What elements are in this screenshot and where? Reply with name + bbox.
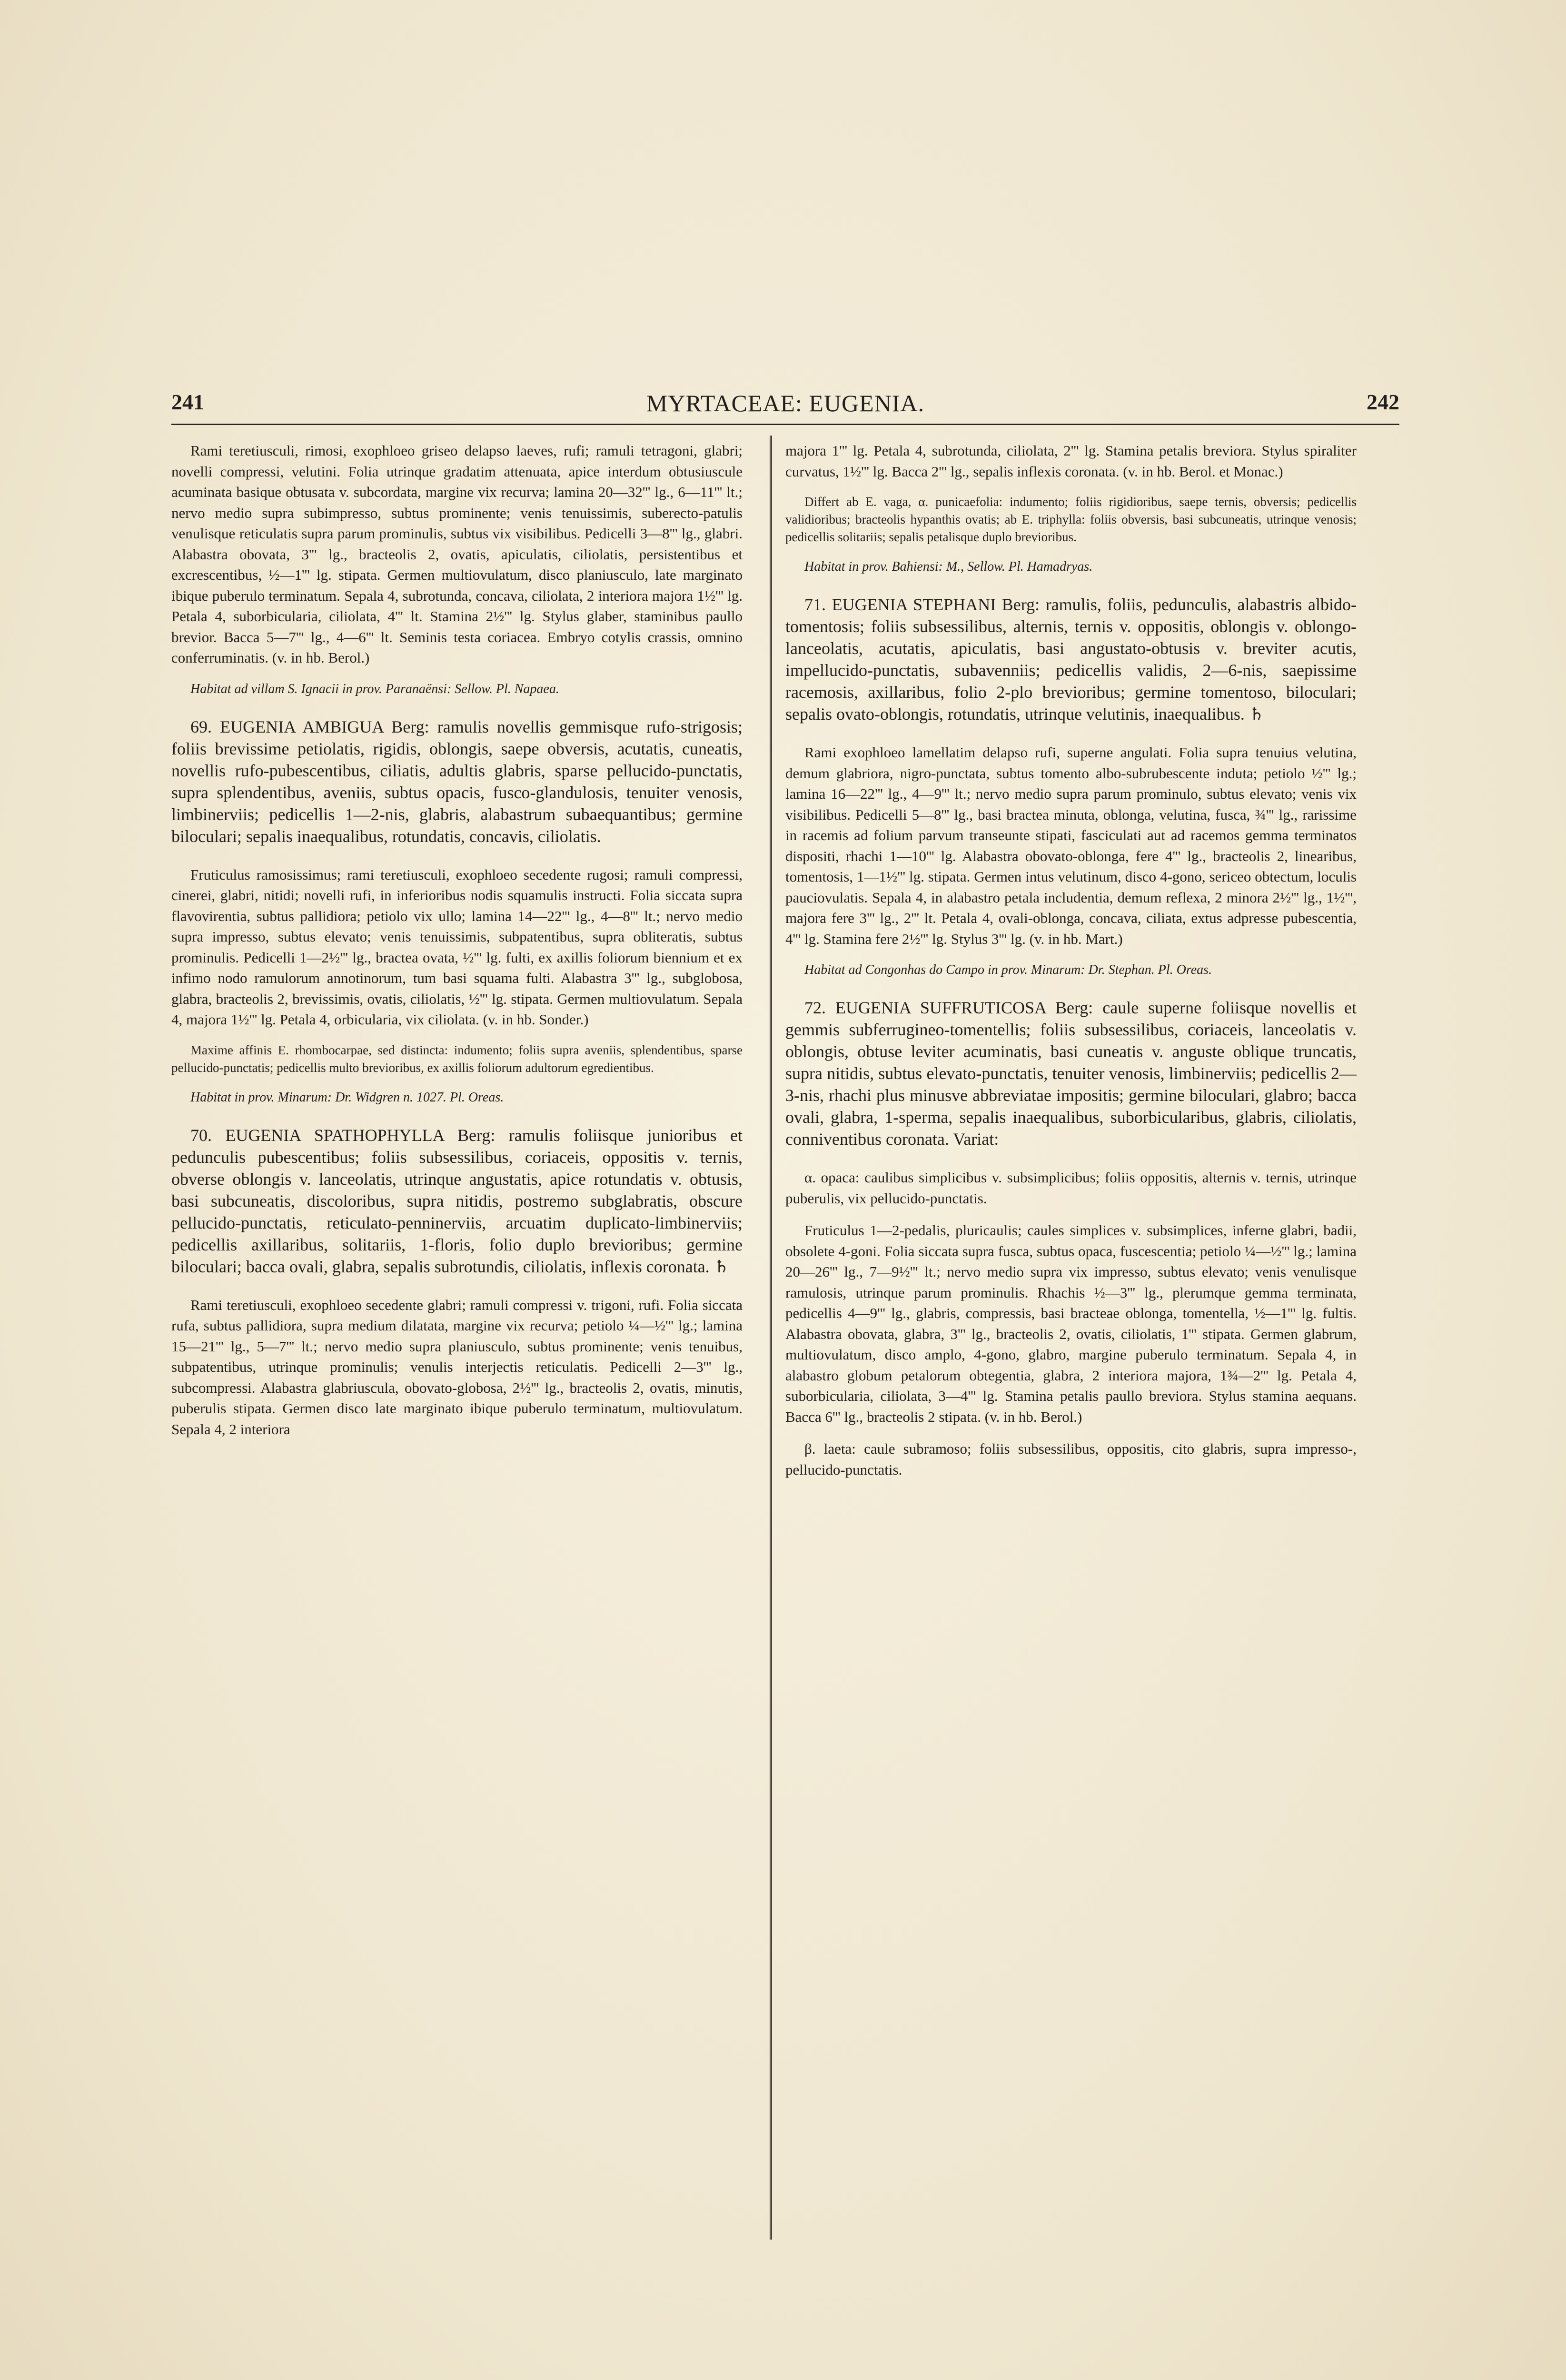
column-divider — [770, 436, 772, 2240]
right-column — [785, 440, 1357, 1491]
species-70-diagnosis: Differt ab E. vaga, α. punicaefolia: indumento; foliis rigidioribus, saepe ternis, obversis; pedicellis validioribus; bracteolis hypanthis ovatis; ab E. triphylla: foliis obversis, basi subcuneatis, utrinque venosis; pedicellis solitariis; sepalis petalisque duplo brevioribus. — [785, 495, 1357, 544]
species-71-habitat: Habitat ad Congonhas do Campo in prov. Minarum: Dr. Stephan. Pl. Oreas. — [804, 962, 1212, 977]
species-70-description: Rami teretiusculi, exophloeo secedente glabri; ramuli compressi v. trigoni, rufi. Folia siccata rufa, subtus pallidiora, supra medium dilatata, margine vix recurva; petiolo ¼—½''' lg.; lamina 15—21''' lg., 5—7''' lt.; nervo medio supra planiusculo, subtus prominente; venis tenuibus, subpatentibus, utrinque prominulis; venulis interjectis reticulatis. Pedicelli 2—3''' lg., subcompressi. Alabastra glabriuscula, obovato-globosa, 2½''' lg., bracteolis 2, ovatis, minutis, puberulis stipata. Germen disco late marginato ibique puberulo terminatum, multiovulatum. Sepala 4, 2 interiora — [171, 1296, 743, 1438]
page-number-right: 242 — [1367, 390, 1399, 414]
species-69 — [171, 716, 743, 847]
species-71-description: Rami exophloeo lamellatim delapso rufi, superne angulati. Folia supra tenuius velutina, demum glabriora, nigro-punctata, subtus tomento albo-subrubescente induta; petiolo ½''' lg.; lamina 16—22''' lg., 4—9''' lt.; nervo medio supra parum prominulo, subtus elevato; venis vix visibilibus. Pedicelli 5—8''' lg., basi bractea minuta, oblonga, velutina, fusca, ¾''' lg., rarissime in racemis ad folium parvum transeunte stipati, fasciculati aut ad racemos gemma terminatos dispositi, rhachi 1—10''' lg. Alabastra obovato-oblonga, fere 4''' lg., bracteolis 2, linearibus, tomentosis, 1—1½''' lg. stipata. Germen intus velutinum, disco 4-gono, sericeo obtectum, loculis pauciovulatis. Sepala 4, in alabastro petala includentia, demum reflexa, 2 minora 2½''' lg., 1½''', majora fere 3''' lg., 2''' lt. Petala 4, ovali-oblonga, concava, ciliata, extus adpresse pubescentia, 4''' lg. Stamina fere 2½''' lg. Stylus 3''' lg. (v. in hb. Mart.) — [785, 744, 1357, 947]
species-72 — [785, 997, 1357, 1150]
species-69-description: Fruticulus ramosissimus; rami teretiusculi, exophloeo secedente rugosi; ramuli compressi, cinerei, glabri, nitidi; novelli rufi, in inferioribus nodis squamulis instructi. Folia siccata supra flavovirentia, subtus pallidiora; petiolo vix ullo; lamina 14—22''' lg., 4—8''' lt.; nervo medio supra impresso, subtus elevato; venis tenuissimis, subpatentibus, supra obliteratis, subtus prominulis. Pedicelli 1—2½''' lg., bractea ovata, ½''' lg. fulti, ex axillis foliorum biennium et ex infimo nodo ramulorum annotinorum, tum basi squama fulti. Alabastra 3''' lg., subglobosa, glabra, bracteolis 2, brevissimis, ovatis, ciliolatis, ½''' lg. stipata. Germen multiovulatum. Sepala 4, majora 1½''' lg. Petala 4, orbicularia, vix ciliolata. (v. in hb. Sonder.) — [171, 866, 743, 1028]
species-72-variety-beta: β. laeta: caule subramoso; foliis subsessilibus, oppositis, cito glabris, supra impresso-, pellucido-punctatis. — [785, 1440, 1357, 1478]
species-70-heading: 70. EUGENIA SPATHOPHYLLA Berg: ramulis foliisque junioribus et pedunculis pubescentibus; foliis subsessilibus, coriaceis, oppositis v. ternis, obverse oblongis v. lanceolatis, utrinque angustatis, apice rotundatis v. obtusis, basi subcuneatis, discoloribus, supra nitidis, postremo subglabratis, obscure pellucido-punctatis, reticulato-penninerviis, arcuatim duplicato-limbinerviis; pedicellis axillaribus, solitariis, 1-floris, folio duplo brevioribus; germine biloculari; bacca ovali, glabra, sepalis subrotundis, ciliolatis, inflexis coronata. ♄ — [171, 1125, 743, 1276]
left-column — [171, 440, 743, 1451]
species-69-habitat: Habitat in prov. Minarum: Dr. Widgren n. 1027. Pl. Oreas. — [190, 1090, 504, 1105]
species-70-habitat: Habitat in prov. Bahiensi: M., Sellow. Pl. Hamadryas. — [804, 559, 1093, 574]
header-rule — [171, 424, 1399, 425]
running-title: MYRTACEAE: EUGENIA. — [646, 390, 925, 416]
species-72-description: Fruticulus 1—2-pedalis, pluricaulis; caules simplices v. subsimplices, inferne glabri, badii, obsolete 4-goni. Folia siccata supra fusca, subtus opaca, fuscescentia; petiolo ¼—½''' lg.; lamina 20—26''' lg., 7—9½''' lt.; nervo medio supra vix impresso, subtus elevato; venis venulisque ramulosis, utrinque parum prominulis. Rhachis ½—3''' lg., plerumque gemma terminata, pedicellis 4—9''' lg., glabris, compressis, basi bracteae oblonga, tomentella, ½—1''' lg. fultis. Alabastra obovata, glabra, 3''' lg., bracteolis 2, ovatis, ciliolatis, 1''' stipata. Germen glabrum, multiovulatum, disco amplo, 4-gono, glabro, margine puberulo terminatum. Sepala 4, in alabastro globum petalorum obtegentia, glabra, 2 interiora majora, 1¾—2''' lg. Petala 4, suborbicularia, ciliolata, 3—4''' lg. Stamina petalis paullo breviora. Stylus stamina aequans. Bacca 6''' lg., bracteolis 2 stipata. (v. in hb. Berol.) — [785, 1222, 1357, 1425]
page-number-left: 241 — [171, 390, 204, 414]
species-70-description-continued: majora 1''' lg. Petala 4, subrotunda, ciliolata, 2''' lg. Stamina petalis breviora. Stylus spiraliter curvatus, 1½''' lg. Bacca 2''' lg., sepalis inflexis coronata. (v. in hb. Berol. et Monac.) — [785, 442, 1357, 480]
species-72-heading: 72. EUGENIA SUFFRUTICOSA Berg: caule superne foliisque novellis et gemmis subferrugineo-tomentellis; foliis subsessilibus, coriaceis, lanceolatis v. oblongis, obtuse leviter acuminatis, basi cuneatis v. anguste oblique truncatis, supra nitidis, subtus elevato-punctatis, tenuiter venosis, limbinerviis; pedicellis 2—3-nis, rhachi plus minusve abbreviatae impositis; germine biloculari, glabro; bacca ovali, glabra, 1-sperma, sepalis inaequalibus, suborbicularibus, glabris, ciliolatis, conniventibus coronata. Variat: — [785, 998, 1357, 1149]
species-71 — [785, 594, 1357, 725]
species-71-heading: 71. EUGENIA STEPHANI Berg: ramulis, foliis, pedunculis, alabastris albido-tomentosis; foliis subsessilibus, alternis, ternis v. oppositis, oblongis v. oblongo-lanceolatis, acutatis, apiculatis, basi angustato-obtusis v. breviter acutis, impellucido-punctatis, subavenniis; pedicellis validis, 2—6-nis, saepissime racemosis, axillaribus, folio 2-plo brevioribus; germine tomentoso, biloculari; sepalis ovato-oblongis, rotundatis, utrinque velutinis, inaequalibus. ♄ — [785, 595, 1357, 724]
species-69-heading: 69. EUGENIA AMBIGUA Berg: ramulis novellis gemmisque rufo-strigosis; foliis brevissime petiolatis, rigidis, oblongis, saepe obversis, acutatis, cuneatis, novellis rufo-pubescentibus, ciliatis, adultis glabris, sparse pellucido-punctatis, supra splendentibus, aveniis, subtus opacis, fusco-glandulosis, tenuiter venosis, limbinerviis; pedicellis 1—2-nis, glabris, alabastrum subaequantibus; germine biloculari; sepalis inaequalibus, rotundatis, concavis, ciliolatis. — [171, 717, 743, 846]
running-head — [171, 389, 1399, 427]
species-68-description: Rami teretiusculi, rimosi, exophloeo griseo delapso laeves, rufi; ramuli tetragoni, glabri; novelli compressi, velutini. Folia utrinque gradatim attenuata, apice interdum obtusiuscule acuminata basique obtusata v. subcordata, margine vix recurva; lamina 20—32''' lg., 6—11''' lt.; nervo medio supra subimpresso, subtus prominente; venis tenuissimis, suberecto-patulis venulisque reticulatis supra parum prominulis, subtus vix visibilibus. Pedicelli 3—8''' lg., glabri. Alabastra obovata, 3''' lg., bracteolis 2, ovatis, apiculatis, ciliolatis, persistentibus et excrescentibus, ½—1''' lg. stipata. Germen multiovulatum, disco planiusculo, late marginato ibique puberulo terminatum. Sepala 4, subrotunda, concava, ciliolata, 2 interiora majora 1½''' lg. Petala 4, suborbicularia, ciliolata, 4''' lt. Stamina 2½''' lg. Stylus glaber, staminibus paullo brevior. Bacca 5—7''' lg., 4—6''' lt. Seminis testa coriacea. Embryo cotylis crassis, omnino conferruminatis. (v. in hb. Berol.) — [171, 442, 743, 666]
species-70 — [171, 1124, 743, 1278]
species-68-habitat: Habitat ad villam S. Ignacii in prov. Paranaënsi: Sellow. Pl. Napaea. — [190, 681, 559, 696]
species-69-diagnosis: Maxime affinis E. rhombocarpae, sed distincta: indumento; foliis supra aveniis, splendentibus, sparse pellucido-punctatis; pedicellis multo brevioribus, ex axillis foliorum adultorum egredientibus. — [171, 1042, 743, 1075]
species-72-variety-alpha: α. opaca: caulibus simplicibus v. subsimplicibus; foliis oppositis, alternis v. ternis, utrinque puberulis, vix pellucido-punctatis. — [785, 1169, 1357, 1207]
